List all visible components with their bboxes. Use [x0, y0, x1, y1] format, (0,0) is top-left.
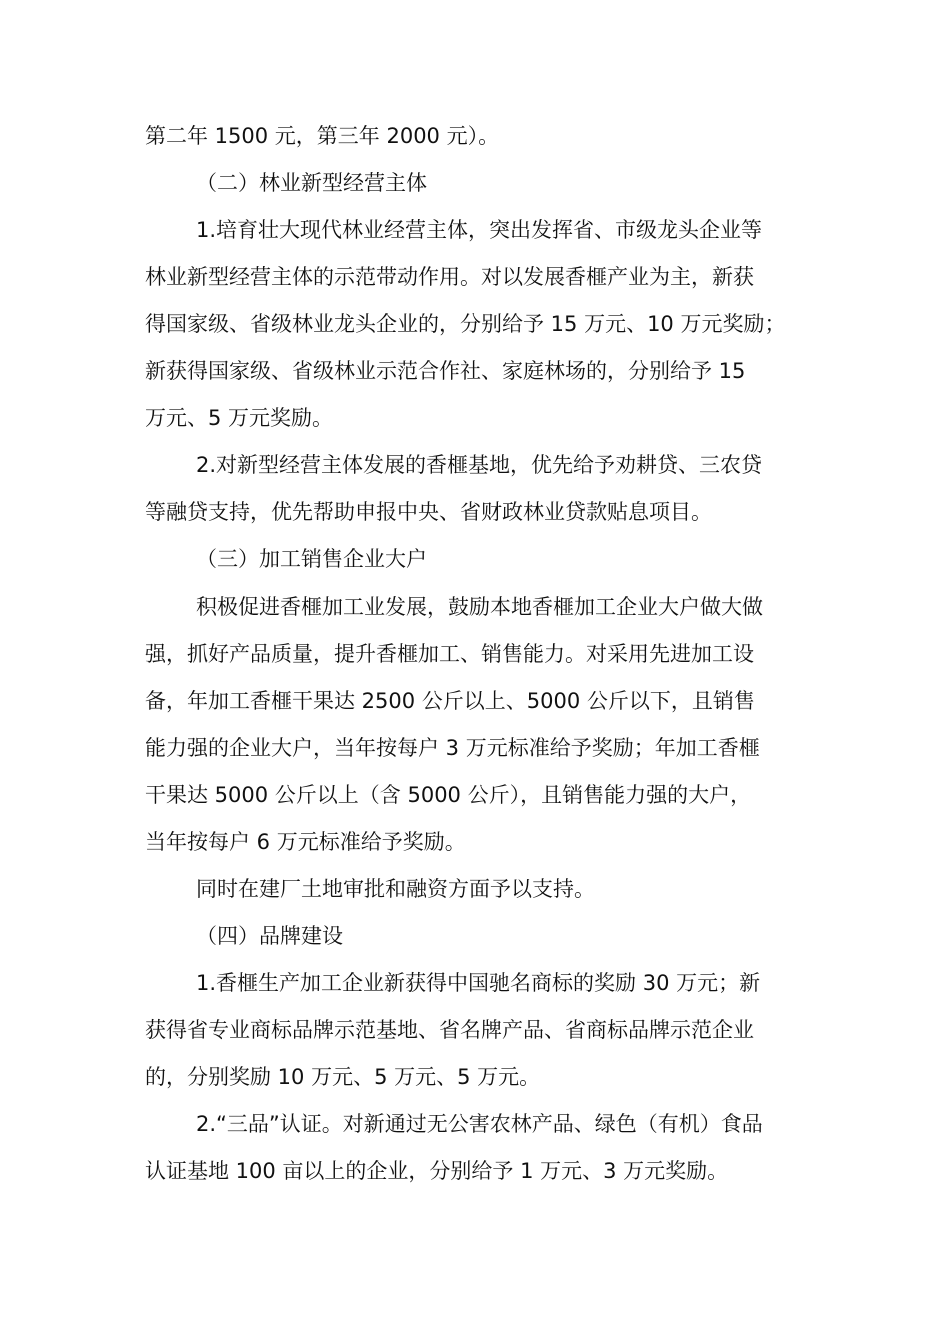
- text-line-4: 林业新型经营主体的示范带动作用。对以发展香榧产业为主，新获: [145, 265, 754, 289]
- text-line-14: 能力强的企业大户，当年按每户 3 万元标准给予奖励；年加工香榧: [145, 736, 760, 760]
- text-line-1: 第二年 1500 元，第三年 2000 元）。: [145, 124, 500, 148]
- text-line-17: 同时在建厂土地审批和融资方面予以支持。: [196, 877, 595, 901]
- text-line-21: 的，分别奖励 10 万元、5 万元、5 万元。: [145, 1065, 541, 1089]
- text-line-3: 1.培育壮大现代林业经营主体，突出发挥省、市级龙头企业等: [196, 218, 763, 242]
- text-line-9: 等融贷支持，优先帮助申报中央、省财政林业贷款贴息项目。: [145, 500, 712, 524]
- section-heading-3: （三）加工销售企业大户: [196, 547, 427, 571]
- text-line-23: 认证基地 100 亩以上的企业，分别给予 1 万元、3 万元奖励。: [145, 1159, 729, 1183]
- text-line-8: 2.对新型经营主体发展的香榧基地，优先给予劝耕贷、三农贷: [196, 453, 763, 477]
- section-heading-2: （二）林业新型经营主体: [196, 171, 427, 195]
- text-line-5: 得国家级、省级林业龙头企业的，分别给予 15 万元、10 万元奖励；: [145, 312, 786, 336]
- text-line-13: 备，年加工香榧干果达 2500 公斤以上、5000 公斤以下，且销售: [145, 689, 755, 713]
- text-line-19: 1.香榧生产加工企业新获得中国驰名商标的奖励 30 万元；新: [196, 971, 761, 995]
- text-line-15: 干果达 5000 公斤以上（含 5000 公斤），且销售能力强的大户，: [145, 783, 752, 807]
- text-line-16: 当年按每户 6 万元标准给予奖励。: [145, 830, 466, 854]
- text-line-12: 强，抓好产品质量，提升香榧加工、销售能力。对采用先进加工设: [145, 642, 754, 666]
- section-heading-4: （四）品牌建设: [196, 924, 343, 948]
- text-line-22: 2.“三品”认证。对新通过无公害农林产品、绿色（有机）食品: [196, 1112, 763, 1136]
- text-line-11: 积极促进香榧加工业发展，鼓励本地香榧加工企业大户做大做: [196, 595, 763, 619]
- text-line-20: 获得省专业商标品牌示范基地、省名牌产品、省商标品牌示范企业: [145, 1018, 754, 1042]
- text-line-7: 万元、5 万元奖励。: [145, 406, 334, 430]
- text-line-6: 新获得国家级、省级林业示范合作社、家庭林场的，分别给予 15: [145, 359, 746, 383]
